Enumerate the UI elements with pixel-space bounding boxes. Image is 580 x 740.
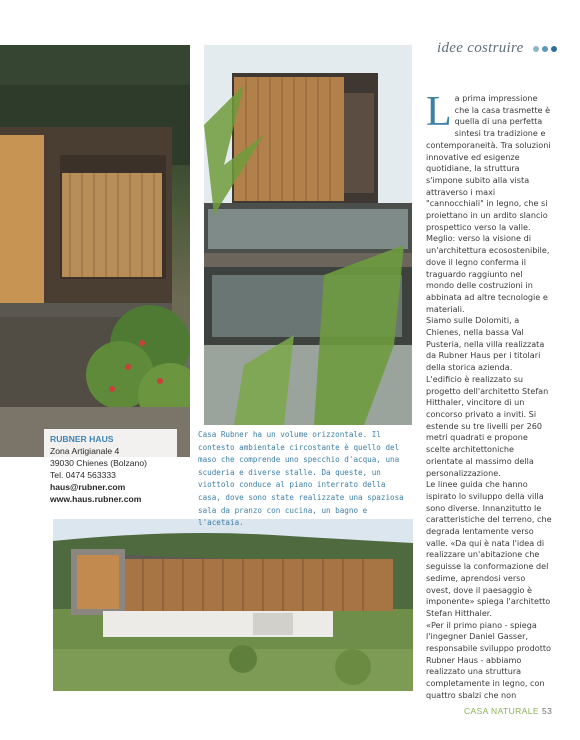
address-street: Zona Artigianale 4 xyxy=(50,446,120,456)
article-paragraph: «Per il primo piano - spiega l'ingegner Daniel Gasser, responsabile sviluppo prodotto Rubner Haus - abbiamo realizzato una struttura completamente in legno, con quattro sbalzi che non xyxy=(426,619,551,700)
address-city: 39030 Chienes (Bolzano) xyxy=(50,458,147,468)
address-website[interactable]: www.haus.rubner.com xyxy=(50,494,142,504)
dot-mid xyxy=(542,46,548,52)
company-name: RUBNER HAUS xyxy=(50,434,114,444)
article-body xyxy=(426,89,552,702)
dot-light xyxy=(533,46,539,52)
photo-house-corner xyxy=(0,45,190,457)
article-intro-text: a prima impressione che la casa trasmette è quella di una perfetta sintesi tra tradizione e contemporaneità. Tra soluzioni innovative ed esigenze quotidiane, la struttura s'impone subito alla vista attraverso i maxi "cannocchiali" in legno, che si proiettano in un ardito slancio prospettico verso la valle. Meglio: verso la visione di un'architettura ecosostenibile, dove il legno conferma il traguardo raggiunto nel mondo delle costruzioni in abbinata ad altre tecnologie e materiali. xyxy=(426,93,551,314)
dot-dark xyxy=(551,46,557,52)
photo-caption: Casa Rubner ha un volume orizzontale. Il contesto ambientale circostante è quello del maso che comprende uno specchio d'acqua, una scuderia e diverse stalle. Da queste, un viottolo conduce al piano interrato della casa, dove sono state realizzate una spaziosa sala da pranzo con cucina, un bagno e l'acetaia. xyxy=(198,430,404,528)
article-intro xyxy=(426,89,552,315)
section-title: idee costruire xyxy=(437,40,524,56)
address-phone: Tel. 0474 563333 xyxy=(50,470,116,480)
address-email[interactable]: haus@rubner.com xyxy=(50,482,126,492)
photo-house-landscape xyxy=(53,519,413,691)
section-dots xyxy=(533,46,557,52)
page-footer xyxy=(464,706,552,716)
address-box xyxy=(44,429,177,510)
page-number: 53 xyxy=(541,706,553,716)
article-paragraph: Siamo sulle Dolomiti, a Chienes, nella bassa Val Pusteria, nella villa realizzata da Rubner Haus per i titolari della storica azienda. xyxy=(426,315,545,373)
photo-house-facade xyxy=(204,45,412,425)
article-paragraph: Le linee guida che hanno ispirato lo sviluppo della villa sono diverse. Innanzitutto le caratteristiche del terreno, che degrada lentamente verso valle. «Da qui è nata l'idea di realizzare un'abitazione che seguisse la conformazione del sedime, aprendosi verso ovest, dove il paesaggio è imponente» spiega l'architetto Stefan Hitthaler. xyxy=(426,479,552,618)
drop-cap: L xyxy=(426,89,452,135)
article-paragraph: L'edificio è realizzato su progetto dell'architetto Stefan Hitthaler, vincitore di un concorso privato a inviti. Si estende su tre livelli per 260 metri quadrati e propone scelte architettoniche orientate al massimo della personalizzazione. xyxy=(426,373,549,478)
magazine-name: CASA NATURALE xyxy=(464,706,539,716)
